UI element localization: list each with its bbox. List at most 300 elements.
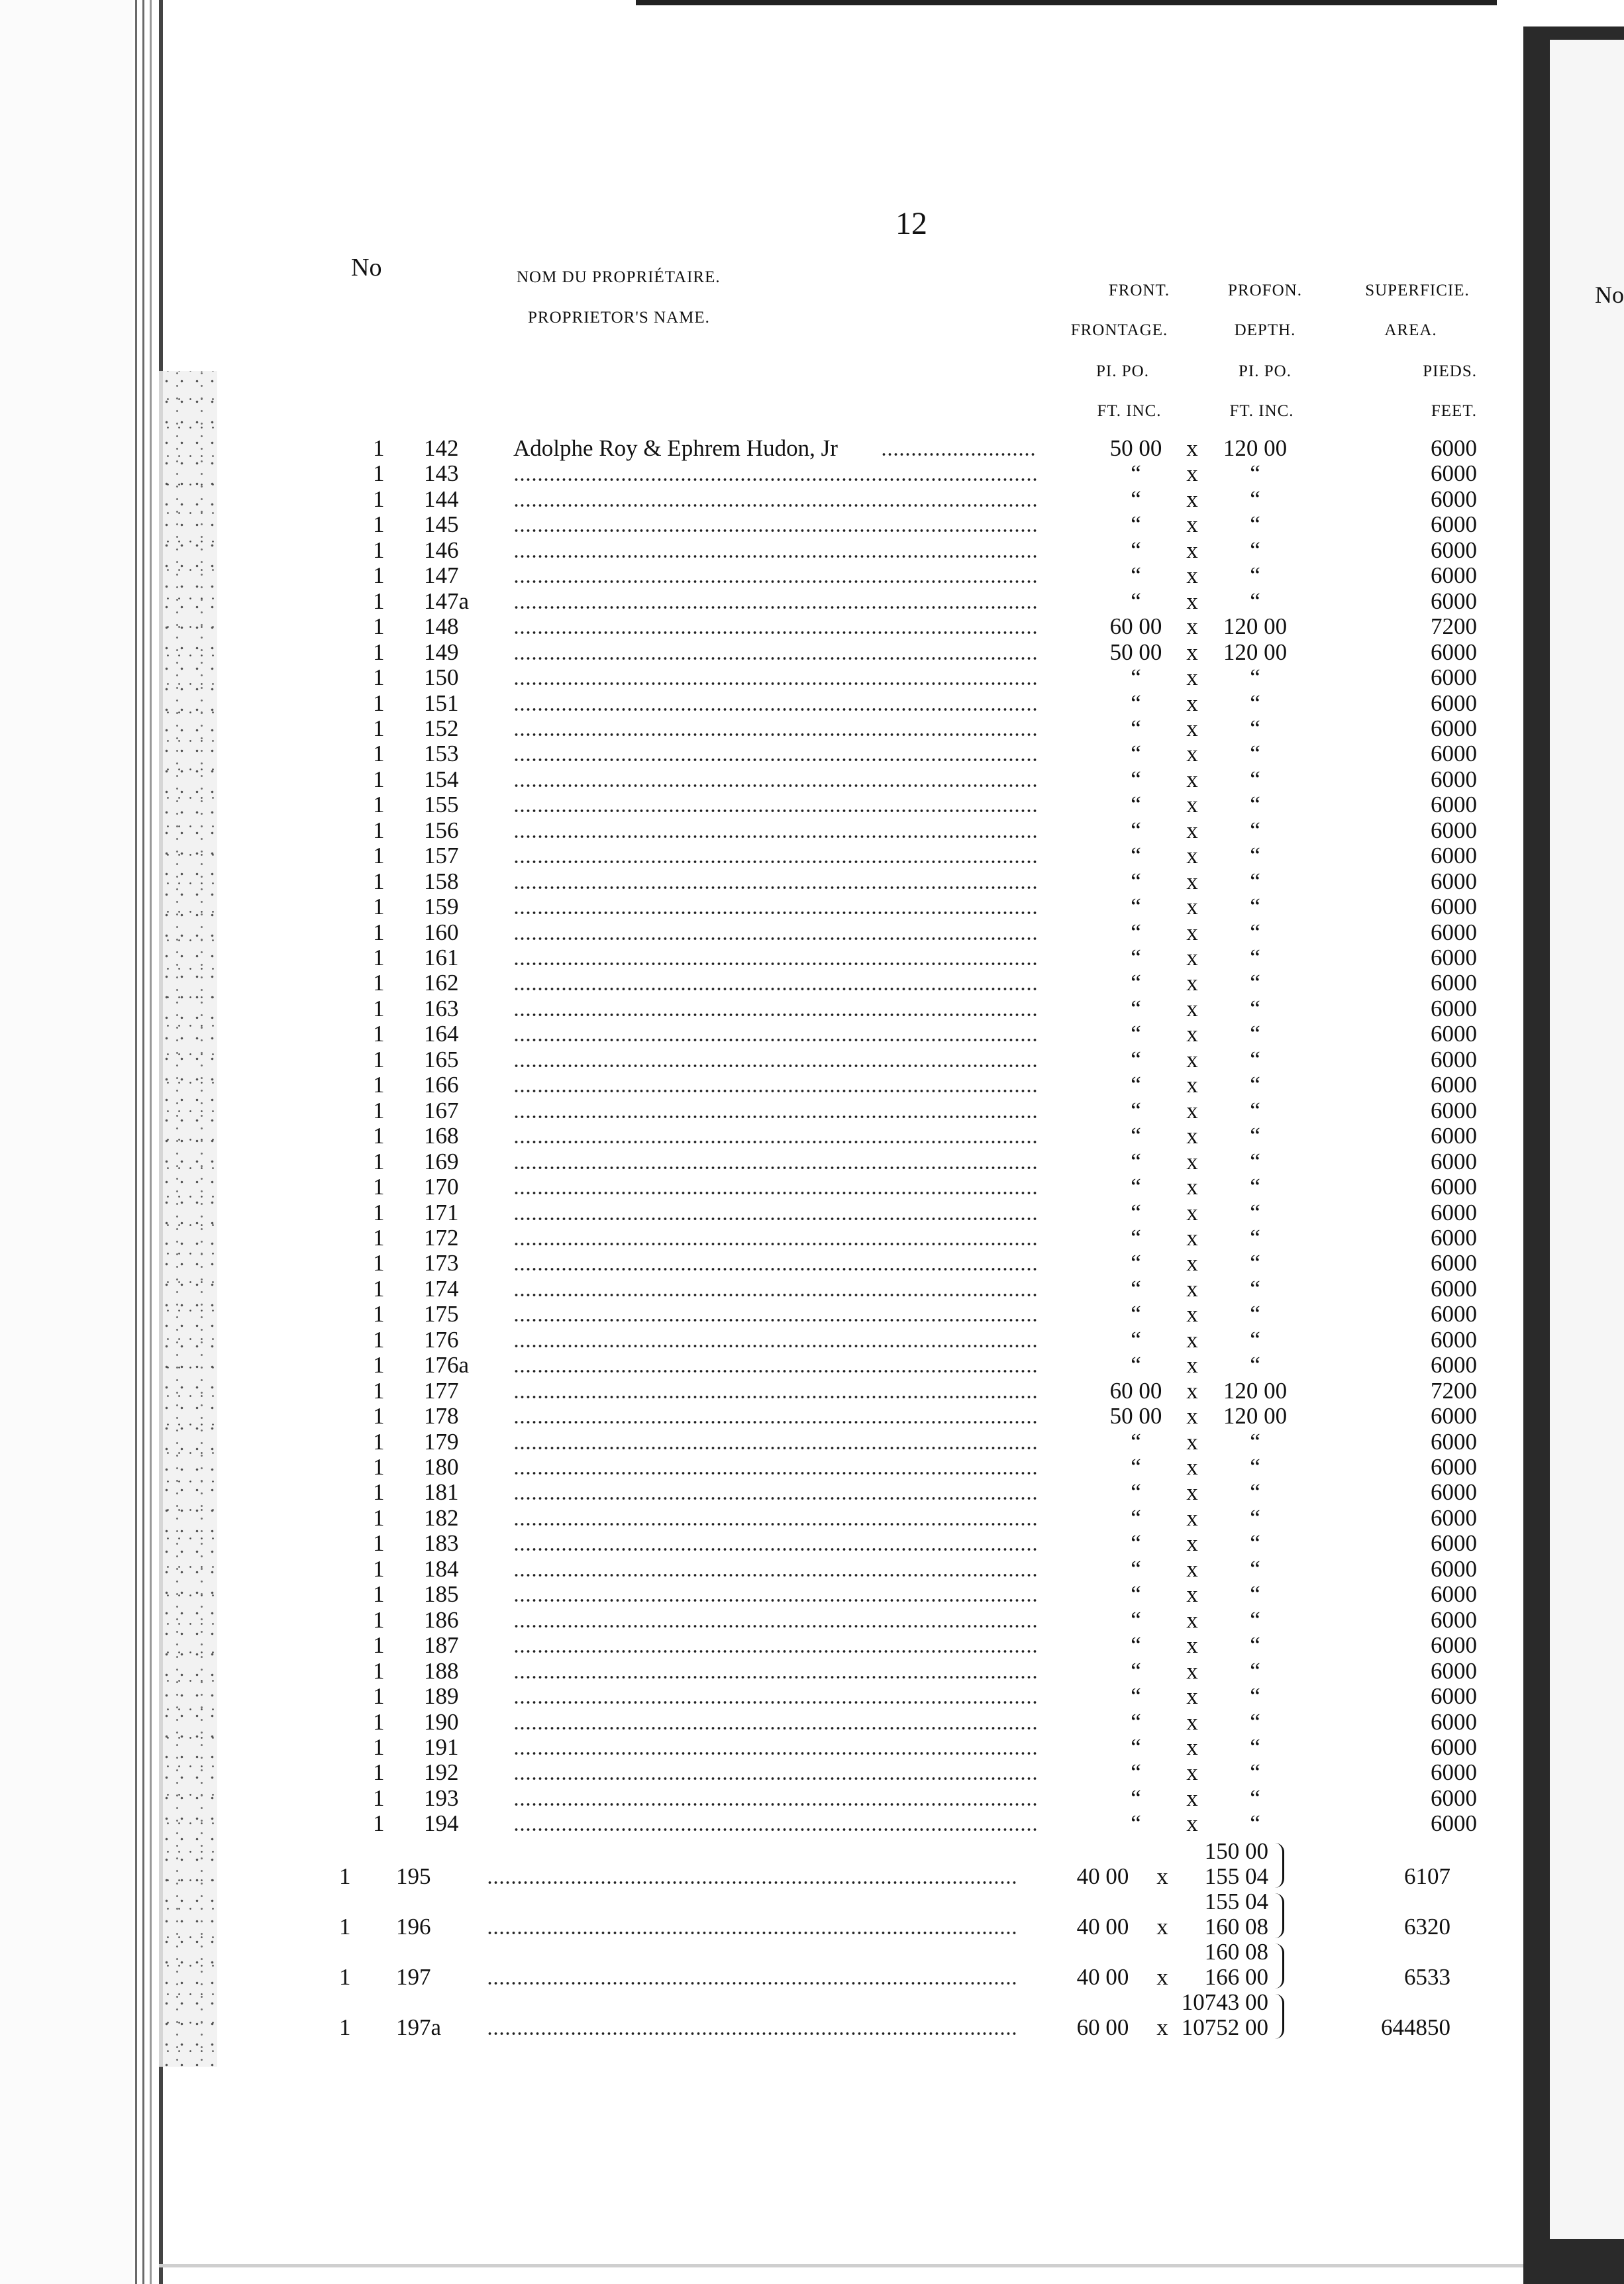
table-row: [0, 970, 1523, 996]
lot-number: 151: [424, 690, 459, 716]
top-edge-shadow: [636, 0, 1497, 5]
area-value: 6000: [1431, 1046, 1477, 1072]
lot-number: 162: [424, 970, 459, 996]
frontage-value: “: [1131, 741, 1141, 767]
lot-count: 1: [373, 715, 385, 741]
times-sign: x: [1186, 639, 1198, 665]
leader-dots: [513, 1396, 1037, 1398]
depth-value: “: [1250, 1606, 1260, 1633]
area-value: 6000: [1431, 1632, 1477, 1659]
header-front-unit-fr: PI. PO.: [1096, 362, 1149, 380]
lot-count: 1: [339, 1863, 351, 1889]
table-row: [0, 920, 1523, 945]
area-value: 6000: [1431, 1148, 1477, 1174]
lot-count: 1: [373, 741, 385, 767]
area-value: 6000: [1431, 1683, 1477, 1710]
header-name-fr: NOM DU PROPRIÉTAIRE.: [517, 268, 721, 286]
table-row: [0, 1786, 1523, 1811]
leader-dots: [513, 1243, 1037, 1245]
leader-dots: [513, 1497, 1037, 1500]
lot-count: 1: [373, 1785, 385, 1811]
times-sign: x: [1186, 1657, 1198, 1684]
frontage-value: “: [1131, 970, 1141, 996]
depth-value: “: [1250, 1632, 1260, 1659]
lot-number: 148: [424, 613, 459, 640]
leader-dots: [513, 1141, 1037, 1143]
leader-dots: [513, 1421, 1037, 1424]
header-front-en: FRONTAGE.: [1070, 321, 1168, 339]
times-sign: x: [1186, 1581, 1198, 1608]
table-row: [0, 818, 1523, 843]
area-value: 6000: [1431, 1785, 1477, 1811]
area-value: 6000: [1431, 995, 1477, 1021]
header-area-fr: SUPERFICIE.: [1365, 282, 1470, 299]
times-sign: x: [1186, 613, 1198, 640]
area-value: 6000: [1431, 1530, 1477, 1557]
frontage-value: “: [1131, 1810, 1141, 1837]
frontage-value: “: [1131, 1352, 1141, 1378]
lot-count: 1: [373, 1657, 385, 1684]
depth-bottom-value: 10752 00: [1181, 2014, 1268, 2040]
header-name-en: PROPRIETOR'S NAME.: [528, 309, 710, 327]
frontage-value: 40 00: [1076, 1914, 1129, 1940]
leader-dots: [513, 1294, 1037, 1296]
header-area-en: AREA.: [1384, 321, 1437, 339]
depth-value: “: [1250, 1428, 1260, 1455]
area-value: 6000: [1431, 1504, 1477, 1531]
area-value: 6000: [1431, 1097, 1477, 1123]
leader-dots: [513, 1345, 1037, 1347]
lot-count: 1: [373, 919, 385, 945]
leader-dots: [513, 1218, 1037, 1220]
table-row: [0, 1684, 1523, 1709]
frontage-value: “: [1131, 1174, 1141, 1200]
table-row: [0, 767, 1523, 792]
times-sign: x: [1186, 690, 1198, 716]
leader-dots: [513, 1064, 1037, 1067]
depth-value: “: [1250, 460, 1260, 487]
times-sign: x: [1186, 817, 1198, 843]
leader-dots: [513, 631, 1037, 634]
lot-number: 176a: [424, 1352, 470, 1378]
lot-number: 145: [424, 511, 459, 538]
lot-number: 189: [424, 1683, 459, 1710]
area-value: 6000: [1431, 588, 1477, 614]
area-value: 6000: [1431, 1759, 1477, 1786]
times-sign: x: [1186, 1123, 1198, 1149]
bottom-edge: [159, 2264, 1523, 2267]
times-sign: x: [1186, 1479, 1198, 1506]
lot-count: 1: [373, 588, 385, 614]
area-value: 6000: [1431, 1224, 1477, 1251]
lot-number: 164: [424, 1021, 459, 1047]
depth-value: “: [1250, 1046, 1260, 1072]
lot-number: 158: [424, 868, 459, 894]
depth-value: “: [1250, 1174, 1260, 1200]
times-sign: x: [1186, 1428, 1198, 1455]
lot-number: 187: [424, 1632, 459, 1659]
area-value: 6000: [1431, 1734, 1477, 1760]
frontage-value: “: [1131, 690, 1141, 716]
times-sign: x: [1186, 1403, 1198, 1429]
area-value: 6000: [1431, 1326, 1477, 1353]
frontage-value: “: [1131, 1632, 1141, 1659]
table-row: [0, 1557, 1523, 1582]
depth-value: “: [1250, 1097, 1260, 1123]
times-sign: x: [1186, 562, 1198, 589]
leader-dots: [513, 1701, 1037, 1704]
header-front-fr: FRONT.: [1108, 282, 1170, 299]
frontage-value: “: [1131, 1301, 1141, 1327]
area-value: 6000: [1431, 639, 1477, 665]
depth-top-value: 155 04: [1204, 1889, 1268, 1914]
area-value: 6000: [1431, 1123, 1477, 1149]
table-row: [0, 1200, 1523, 1225]
times-sign: x: [1186, 1555, 1198, 1582]
area-value: 6000: [1431, 511, 1477, 538]
times-sign: x: [1186, 588, 1198, 614]
leader-dots: [513, 1319, 1037, 1322]
area-value: 6000: [1431, 562, 1477, 589]
leader-dots: [513, 911, 1037, 914]
leader-dots: [513, 809, 1037, 812]
frontage-value: 60 00: [1109, 1377, 1162, 1404]
lot-number: 185: [424, 1581, 459, 1608]
leader-dots: [513, 529, 1037, 532]
frontage-value: “: [1131, 1530, 1141, 1557]
irregular-lot-row: [0, 1990, 1523, 2043]
lot-number: 176: [424, 1326, 459, 1353]
frontage-value: “: [1131, 1428, 1141, 1455]
depth-value: “: [1250, 1199, 1260, 1225]
depth-top-value: 160 08: [1204, 1939, 1268, 1965]
depth-value: 120 00: [1223, 1403, 1288, 1429]
lot-count: 1: [373, 1632, 385, 1659]
table-row: [0, 792, 1523, 817]
lot-count: 1: [373, 1097, 385, 1123]
frontage-value: “: [1131, 1479, 1141, 1506]
area-value: 6000: [1431, 460, 1477, 487]
leader-dots: [513, 1777, 1037, 1780]
lot-count: 1: [373, 1250, 385, 1276]
frontage-value: “: [1131, 486, 1141, 512]
area-value: 6000: [1431, 817, 1477, 843]
frontage-value: “: [1131, 1555, 1141, 1582]
lot-count: 1: [373, 894, 385, 920]
lot-number: 191: [424, 1734, 459, 1760]
area-value: 6000: [1431, 894, 1477, 920]
frontage-value: “: [1131, 1326, 1141, 1353]
area-value: 6107: [1404, 1863, 1450, 1889]
lot-number: 172: [424, 1224, 459, 1251]
depth-bottom-value: 166 00: [1204, 1964, 1268, 1990]
table-row: [0, 1353, 1523, 1378]
depth-value: “: [1250, 894, 1260, 920]
depth-value: “: [1250, 868, 1260, 894]
frontage-value: “: [1131, 1454, 1141, 1480]
table-row: [0, 1123, 1523, 1149]
lot-number: 196: [396, 1914, 431, 1940]
depth-value: “: [1250, 1581, 1260, 1608]
lot-number: 197a: [396, 2014, 442, 2040]
lot-number: 142: [424, 435, 459, 461]
times-sign: x: [1186, 792, 1198, 818]
lot-number: 197: [396, 1964, 431, 1990]
depth-value: “: [1250, 970, 1260, 996]
table-row: [0, 1429, 1523, 1455]
leader-dots: [487, 1932, 1017, 1934]
depth-value: “: [1250, 792, 1260, 818]
lot-count: 1: [373, 1683, 385, 1710]
lot-count: 1: [373, 1734, 385, 1760]
lot-number: 150: [424, 664, 459, 691]
area-value: 6000: [1431, 1301, 1477, 1327]
leader-dots: [513, 1828, 1037, 1831]
lot-number: 192: [424, 1759, 459, 1786]
leader-dots: [513, 1192, 1037, 1194]
lot-count: 1: [373, 1275, 385, 1302]
area-value: 6000: [1431, 1021, 1477, 1047]
frontage-value: “: [1131, 537, 1141, 563]
area-value: 6000: [1431, 1606, 1477, 1633]
lot-number: 163: [424, 995, 459, 1021]
frontage-value: “: [1131, 1504, 1141, 1531]
lot-number: 170: [424, 1174, 459, 1200]
lot-count: 1: [373, 1555, 385, 1582]
times-sign: x: [1186, 1046, 1198, 1072]
depth-value: “: [1250, 1504, 1260, 1531]
area-value: 6320: [1404, 1914, 1450, 1940]
irregular-lot-row: [0, 1889, 1523, 1942]
frontage-value: “: [1131, 1785, 1141, 1811]
area-value: 6533: [1404, 1964, 1450, 1990]
table-row: [0, 1378, 1523, 1404]
lot-number: 154: [424, 766, 459, 792]
leader-dots: [513, 1090, 1037, 1092]
lot-number: 175: [424, 1301, 459, 1327]
depth-value: 120 00: [1223, 435, 1288, 461]
leader-dots: [513, 682, 1037, 685]
times-sign: x: [1186, 715, 1198, 741]
table-row: [0, 1811, 1523, 1836]
frontage-value: “: [1131, 843, 1141, 869]
depth-value: “: [1250, 1224, 1260, 1251]
depth-value: 120 00: [1223, 613, 1288, 640]
depth-value: “: [1250, 1530, 1260, 1557]
leader-dots: [513, 504, 1037, 507]
frontage-value: 60 00: [1076, 2014, 1129, 2040]
area-value: 6000: [1431, 1555, 1477, 1582]
table-row: [0, 1735, 1523, 1760]
depth-value: “: [1250, 1454, 1260, 1480]
table-row: [0, 1455, 1523, 1480]
lot-count: 1: [373, 1301, 385, 1327]
area-value: 644850: [1381, 2014, 1450, 2040]
depth-value: “: [1250, 1555, 1260, 1582]
depth-value: “: [1250, 945, 1260, 970]
times-sign: x: [1186, 1759, 1198, 1786]
frontage-value: “: [1131, 1148, 1141, 1174]
lot-count: 1: [373, 817, 385, 843]
frontage-value: 50 00: [1109, 639, 1162, 665]
leader-dots: [881, 453, 1037, 456]
lot-number: 183: [424, 1530, 459, 1557]
frontage-value: 50 00: [1109, 435, 1162, 461]
lot-count: 1: [373, 792, 385, 818]
facing-page-edge: [1550, 40, 1624, 2239]
table-row: [0, 1760, 1523, 1785]
frontage-value: “: [1131, 1275, 1141, 1302]
lot-count: 1: [339, 1964, 351, 1990]
lot-number: 146: [424, 537, 459, 563]
lot-count: 1: [373, 1224, 385, 1251]
frontage-value: “: [1131, 1759, 1141, 1786]
table-row: [0, 869, 1523, 894]
table-row: [0, 1098, 1523, 1123]
lot-count: 1: [339, 2014, 351, 2040]
lot-count: 1: [373, 664, 385, 691]
lot-count: 1: [373, 1530, 385, 1557]
table-row: [0, 1276, 1523, 1302]
frontage-value: “: [1131, 1123, 1141, 1149]
area-value: 6000: [1431, 1708, 1477, 1735]
table-row: [0, 614, 1523, 639]
frontage-value: “: [1131, 1657, 1141, 1684]
leader-dots: [513, 1599, 1037, 1602]
depth-value: “: [1250, 1810, 1260, 1837]
leader-dots: [513, 708, 1037, 711]
table-row: [0, 461, 1523, 486]
header-area-unit-en: FEET.: [1431, 402, 1477, 420]
lot-count: 1: [373, 1123, 385, 1149]
leader-dots: [513, 1574, 1037, 1577]
times-sign: x: [1186, 1785, 1198, 1811]
leader-dots: [513, 606, 1037, 609]
depth-value: “: [1250, 511, 1260, 538]
times-sign: x: [1186, 1683, 1198, 1710]
lot-count: 1: [373, 1021, 385, 1047]
table-row: [0, 1480, 1523, 1505]
frontage-value: “: [1131, 1708, 1141, 1735]
times-sign: x: [1186, 1097, 1198, 1123]
table-row: [0, 538, 1523, 563]
lot-number: 147: [424, 562, 459, 589]
table-row: [0, 1531, 1523, 1556]
depth-value: “: [1250, 1250, 1260, 1276]
lot-count: 1: [373, 1581, 385, 1608]
table-row: [0, 1710, 1523, 1735]
lot-number: 167: [424, 1097, 459, 1123]
lot-count: 1: [373, 1479, 385, 1506]
table-row: [0, 1021, 1523, 1047]
area-value: 6000: [1431, 1403, 1477, 1429]
times-sign: x: [1186, 1148, 1198, 1174]
table-row: [0, 1582, 1523, 1607]
lot-count: 1: [373, 511, 385, 538]
leader-dots: [513, 1523, 1037, 1526]
depth-value: “: [1250, 1759, 1260, 1786]
leader-dots: [513, 988, 1037, 990]
times-sign: x: [1186, 1810, 1198, 1837]
lot-number: 168: [424, 1123, 459, 1149]
lot-number: 166: [424, 1072, 459, 1098]
lot-count: 1: [373, 1403, 385, 1429]
depth-value: “: [1250, 766, 1260, 792]
leader-dots: [513, 1676, 1037, 1679]
leader-dots: [513, 1268, 1037, 1271]
lot-number: 152: [424, 715, 459, 741]
table-row: [0, 640, 1523, 665]
table-row: [0, 1072, 1523, 1098]
area-value: 6000: [1431, 1174, 1477, 1200]
lot-number: 143: [424, 460, 459, 487]
frontage-value: “: [1131, 919, 1141, 945]
lot-number: 171: [424, 1199, 459, 1225]
frontage-value: 40 00: [1076, 1964, 1129, 1990]
times-sign: x: [1186, 1352, 1198, 1378]
area-value: 6000: [1431, 843, 1477, 869]
lot-number: 179: [424, 1428, 459, 1455]
area-value: 6000: [1431, 970, 1477, 996]
table-row: [0, 665, 1523, 690]
leader-dots: [513, 1167, 1037, 1169]
lot-number: 160: [424, 919, 459, 945]
area-value: 6000: [1431, 664, 1477, 691]
area-value: 6000: [1431, 1810, 1477, 1837]
table-row: [0, 1327, 1523, 1353]
times-sign: x: [1186, 1326, 1198, 1353]
times-sign: x: [1186, 1021, 1198, 1047]
leader-dots: [487, 1982, 1017, 1985]
times-sign: x: [1186, 945, 1198, 970]
leader-dots: [513, 1472, 1037, 1475]
leader-dots: [513, 860, 1037, 863]
frontage-value: “: [1131, 511, 1141, 538]
frontage-value: “: [1131, 1683, 1141, 1710]
leader-dots: [513, 657, 1037, 660]
depth-value: “: [1250, 1021, 1260, 1047]
times-sign: x: [1156, 2014, 1168, 2040]
times-sign: x: [1186, 843, 1198, 869]
lot-count: 1: [373, 435, 385, 461]
depth-value: “: [1250, 1657, 1260, 1684]
table-row: [0, 1659, 1523, 1684]
lot-number: 147a: [424, 588, 470, 614]
frontage-value: “: [1131, 562, 1141, 589]
leader-dots: [513, 758, 1037, 761]
lot-number: 169: [424, 1148, 459, 1174]
frontage-value: “: [1131, 715, 1141, 741]
times-sign: x: [1186, 1250, 1198, 1276]
frontage-value: “: [1131, 1581, 1141, 1608]
area-value: 6000: [1431, 945, 1477, 970]
times-sign: x: [1186, 1530, 1198, 1557]
frontage-value: “: [1131, 1097, 1141, 1123]
lot-count: 1: [373, 1174, 385, 1200]
depth-value: “: [1250, 1301, 1260, 1327]
leader-dots: [487, 2032, 1017, 2035]
area-value: 6000: [1431, 766, 1477, 792]
depth-value: “: [1250, 1683, 1260, 1710]
depth-brace: [1270, 1994, 1284, 2039]
frontage-value: “: [1131, 868, 1141, 894]
frontage-value: “: [1131, 460, 1141, 487]
leader-dots: [513, 1548, 1037, 1551]
area-value: 6000: [1431, 1581, 1477, 1608]
leader-dots: [513, 886, 1037, 889]
lot-count: 1: [373, 970, 385, 996]
lot-number: 180: [424, 1454, 459, 1480]
